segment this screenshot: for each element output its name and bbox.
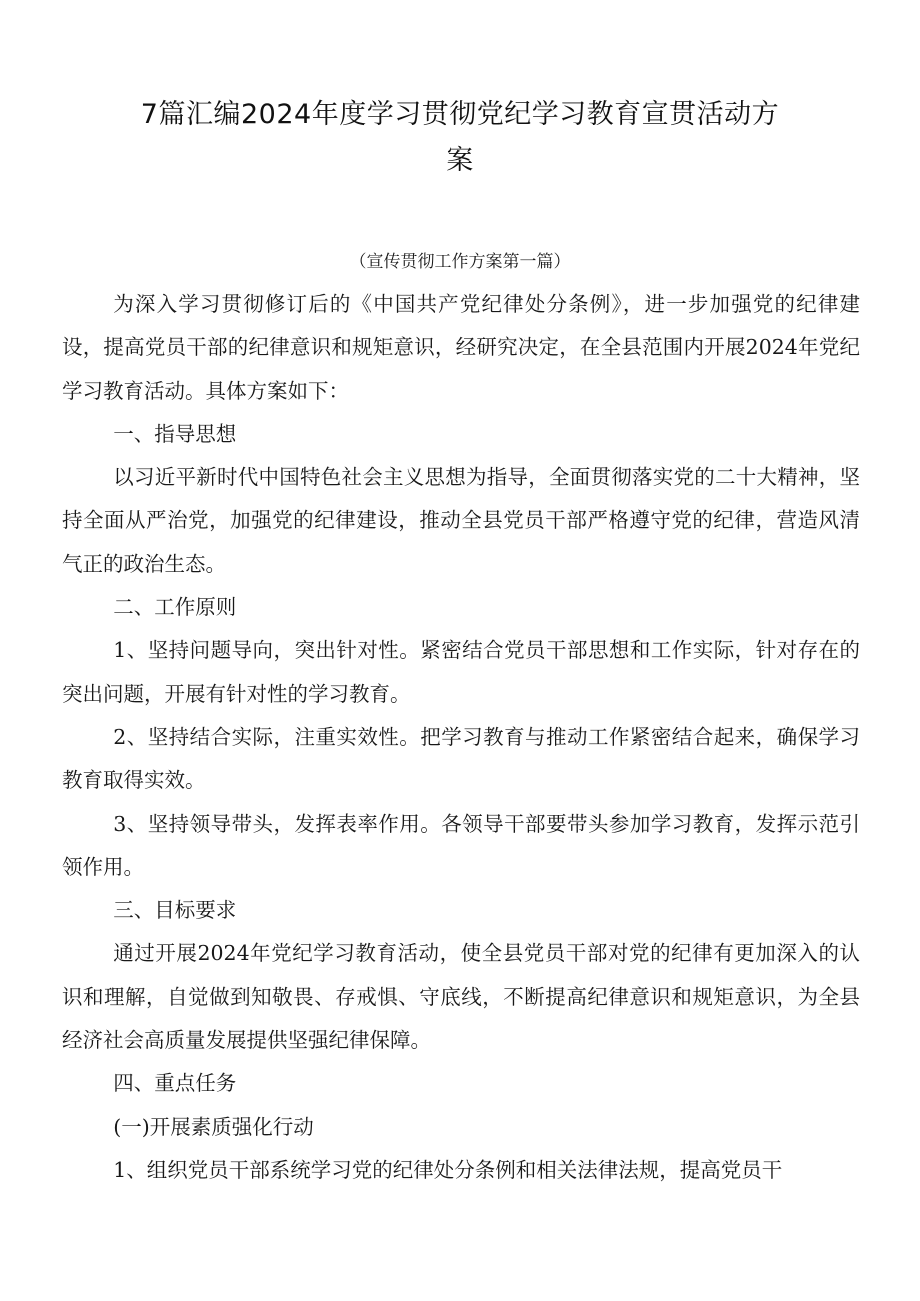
paragraph-task-1: 1、组织党员干部系统学习党的纪律处分条例和相关法律法规，提高党员干	[113, 1157, 783, 1182]
paragraph-principle-3: 3、坚持领导带头，发挥表率作用。各领导干部要带头参加学习教育，发挥示范引领作用。	[62, 811, 860, 879]
paragraph-principle-2: 2、坚持结合实际，注重实效性。把学习教育与推动工作紧密结合起来，确保学习教育取得实效。	[62, 724, 860, 793]
subheading-quality-action: (一)开展素质强化行动	[113, 1114, 314, 1139]
heading-work-principles: 二、工作原则	[113, 595, 237, 620]
paragraph-goals: 通过开展2024年党纪学习教育活动，使全县党员干部对党的纪律有更加深入的认识和理解，自觉做到知敬畏、存戒惧、守底线，不断提高纪律意识和规矩意识，为全县经济社会高质量发展提供坚强纪律保障。	[62, 941, 860, 1053]
document-body	[62, 283, 860, 1192]
document-title	[60, 92, 860, 184]
document-subtitle: （宣传贯彻工作方案第一篇）	[349, 252, 571, 272]
paragraph-guiding-ideology: 以习近平新时代中国特色社会主义思想为指导，全面贯彻落实党的二十大精神，坚持全面从严治党，加强党的纪律建设，推动全县党员干部严格遵守党的纪律，营造风清气正的政治生态。	[62, 465, 860, 576]
title-line-2: 案	[446, 145, 474, 176]
title-line-1: 7篇汇编2024年度学习贯彻党纪学习教育宣贯活动方	[140, 99, 780, 130]
paragraph-principle-1: 1、坚持问题导向，突出针对性。紧密结合党员干部思想和工作实际，针对存在的突出问题，开展有针对性的学习教育。	[62, 638, 860, 706]
heading-guiding-ideology: 一、指导思想	[113, 421, 237, 446]
paragraph-intro: 为深入学习贯彻修订后的《中国共产党纪律处分条例》，进一步加强党的纪律建设，提高党员干部的纪律意识和规矩意识，经研究决定，在全县范围内开展2024年党纪学习教育活动。具体方案如下：	[62, 292, 860, 403]
heading-key-tasks: 四、重点任务	[113, 1071, 237, 1096]
heading-goals: 三、目标要求	[113, 898, 237, 923]
